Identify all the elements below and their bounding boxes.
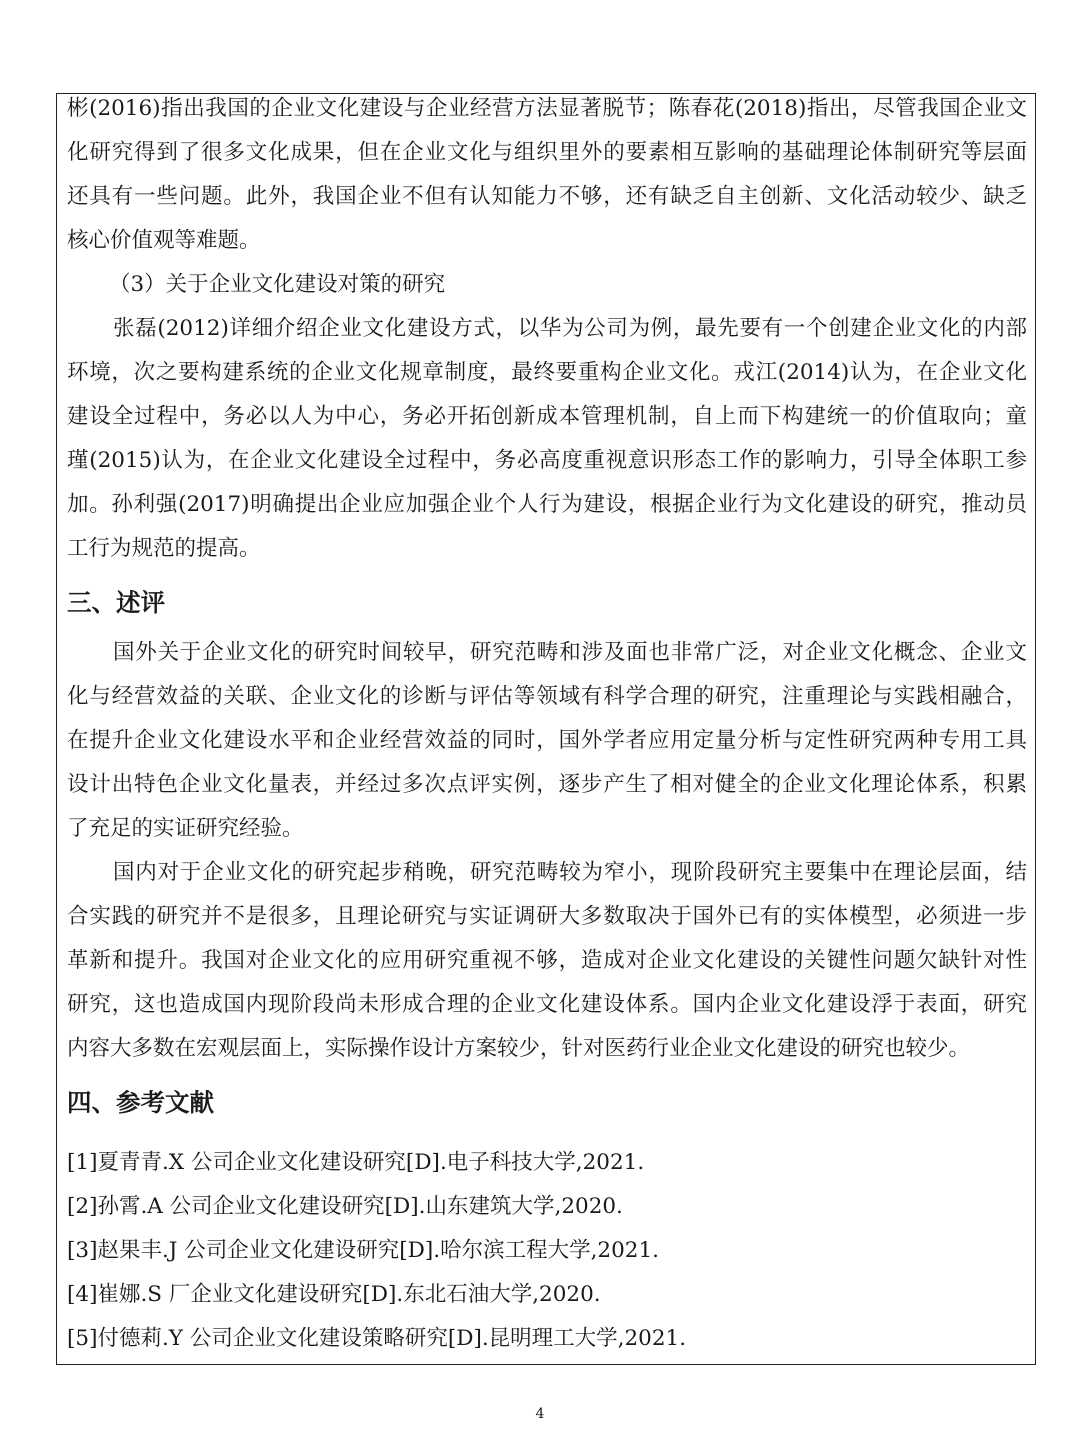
reference-item: [3]赵果丰.J 公司企业文化建设研究[D].哈尔滨工程大学,2021. [67,1238,659,1263]
section-heading-review: 三、述评 [67,588,165,617]
body-text-line: 彬(2016)指出我国的企业文化建设与企业经营方法显著脱节；陈春花(2018)指出，尽管我国企业文 [67,96,1027,121]
body-text-line: 了充足的实证研究经验。 [67,816,304,841]
body-text-line: 建设全过程中，务必以人为中心，务必开拓创新成本管理机制，自上而下构建统一的价值取向；童 [67,404,1027,429]
body-text-line: 合实践的研究并不是很多，且理论研究与实证调研大多数取决于国外已有的实体模型，必须进一步 [67,904,1027,929]
body-text-line: 加。孙利强(2017)明确提出企业应加强企业个人行为建设，根据企业行为文化建设的研究，推动员 [67,492,1027,517]
reference-item: [2]孙霄.A 公司企业文化建设研究[D].山东建筑大学,2020. [67,1194,623,1219]
reference-item: [4]崔娜.S 厂企业文化建设研究[D].东北石油大学,2020. [67,1282,601,1307]
body-text-line: 核心价值观等难题。 [67,228,261,253]
body-text-line: 化研究得到了很多文化成果，但在企业文化与组织里外的要素相互影响的基础理论体制研究等层面 [67,140,1027,165]
body-text-line: 张磊(2012)详细介绍企业文化建设方式，以华为公司为例，最先要有一个创建企业文化的内部 [113,316,1027,341]
subsection-heading: （3）关于企业文化建设对策的研究 [109,272,446,297]
body-text-line: 瑾(2015)认为，在企业文化建设全过程中，务必高度重视意识形态工作的影响力，引导全体职工参 [67,448,1027,473]
body-text-line: 设计出特色企业文化量表，并经过多次点评实例，逐步产生了相对健全的企业文化理论体系，积累 [67,772,1027,797]
body-text-line: 革新和提升。我国对企业文化的应用研究重视不够，造成对企业文化建设的关键性问题欠缺针对性 [67,948,1027,973]
body-text-line: 还具有一些问题。此外，我国企业不但有认知能力不够，还有缺乏自主创新、文化活动较少、缺乏 [67,184,1027,209]
reference-item: [5]付德莉.Y 公司企业文化建设策略研究[D].昆明理工大学,2021. [67,1326,687,1351]
section-heading-references: 四、参考文献 [67,1088,214,1117]
reference-item: [1]夏青青.X 公司企业文化建设研究[D].电子科技大学,2021. [67,1150,645,1175]
body-text-line: 环境，次之要构建系统的企业文化规章制度，最终要重构企业文化。戎江(2014)认为，在企业文化 [67,360,1027,385]
body-text-line: 工行为规范的提高。 [67,536,261,561]
body-text-line: 内容大多数在宏观层面上，实际操作设计方案较少，针对医药行业企业文化建设的研究也较少。 [67,1036,971,1061]
body-text-line: 化与经营效益的关联、企业文化的诊断与评估等领域有科学合理的研究，注重理论与实践相融合， [67,684,1027,709]
body-text-line: 研究，这也造成国内现阶段尚未形成合理的企业文化建设体系。国内企业文化建设浮于表面，研究 [67,992,1027,1017]
body-text-line: 国内对于企业文化的研究起步稍晚，研究范畴较为窄小，现阶段研究主要集中在理论层面，结 [113,860,1027,885]
page-number: 4 [535,1406,545,1422]
body-text-line: 在提升企业文化建设水平和企业经营效益的同时，国外学者应用定量分析与定性研究两种专用工具 [67,728,1027,753]
body-text-line: 国外关于企业文化的研究时间较早，研究范畴和涉及面也非常广泛，对企业文化概念、企业文 [113,640,1027,665]
